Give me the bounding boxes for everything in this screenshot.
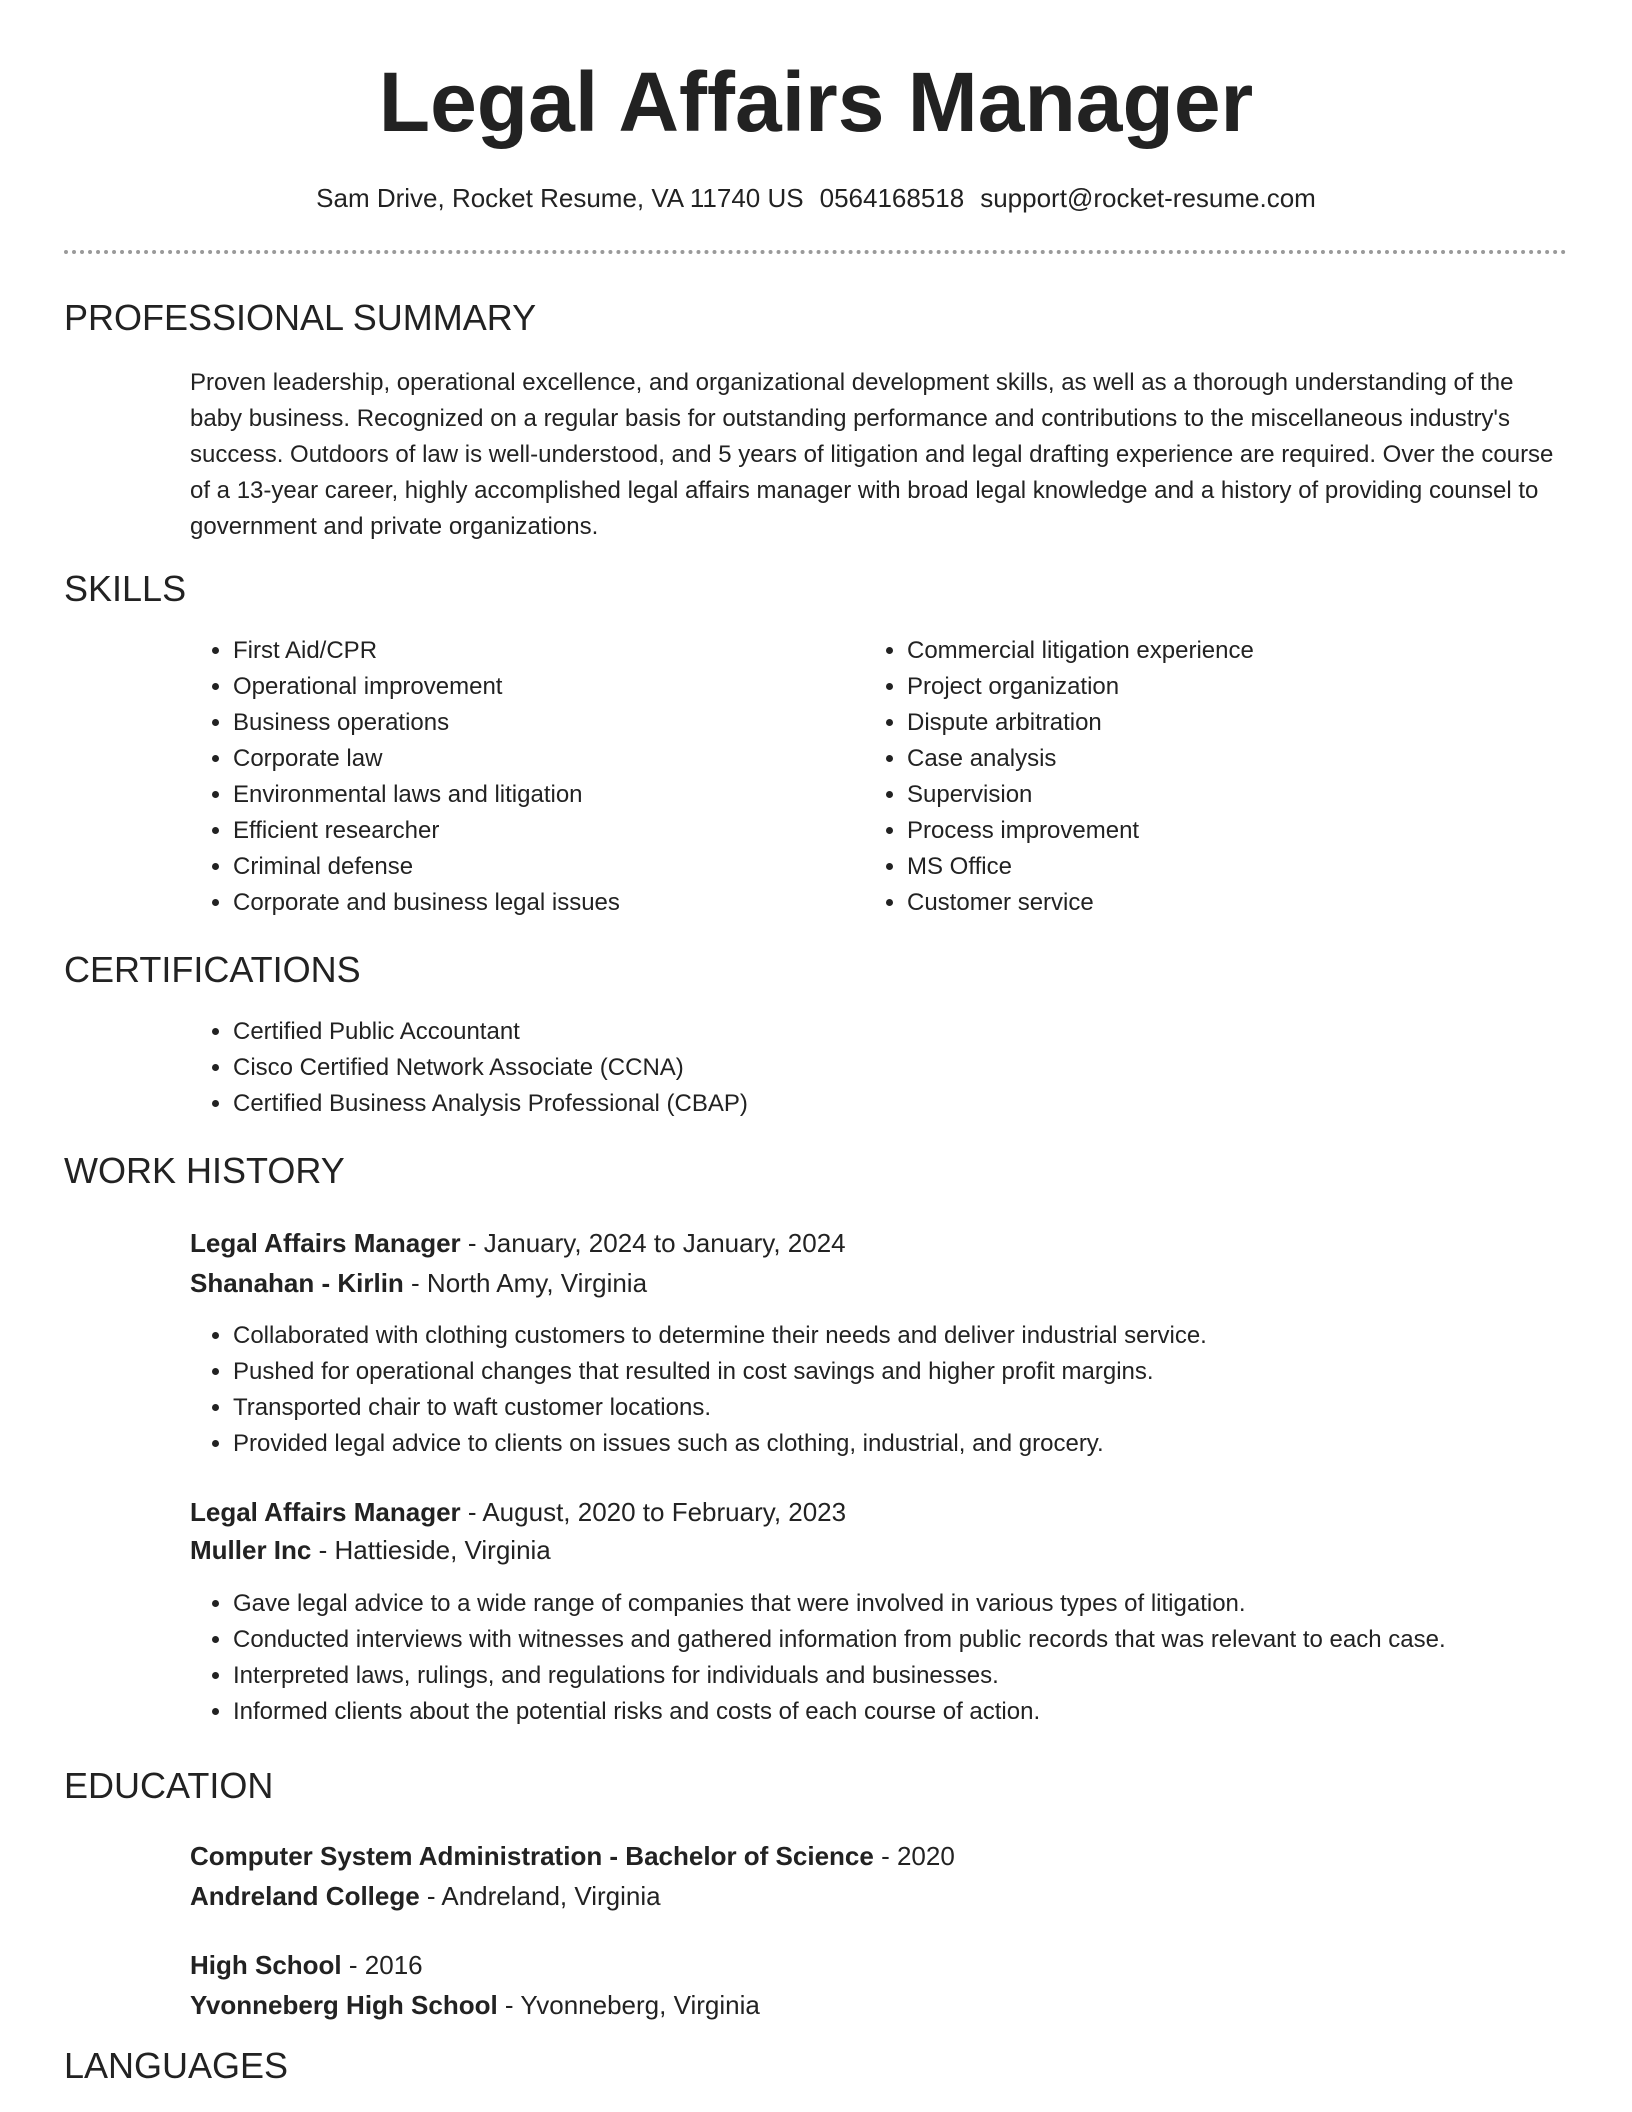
skill-item: • Commercial litigation experience: [907, 633, 1557, 669]
job-company: Muller Inc: [190, 1535, 312, 1565]
section-title-skills: SKILLS: [64, 568, 187, 609]
job-company-line: [190, 1532, 551, 1568]
skill-item: • Business operations: [233, 705, 833, 741]
education-location: - Yvonneberg, Virginia: [497, 1990, 760, 2020]
skill-item: • First Aid/CPR: [233, 633, 833, 669]
education-degree: Computer System Administration - Bachelor of Science: [190, 1841, 874, 1871]
skills-list-right: [864, 633, 1557, 921]
summary-text: Proven leadership, operational excellence, and organizational development skills, as well as a thorough understanding of the baby business. Recognized on a regular basis for outstanding performance and contributions to the miscellaneous industry's success. Outdoors of law is well-understood, and 5 years of litigation and legal drafting experience are required. Over the course of a 13-year career, highly accomplished legal affairs manager with broad legal knowledge and a history of providing counsel to government and private organizations.: [190, 369, 1554, 540]
job-company: Shanahan - Kirlin: [190, 1268, 404, 1298]
job-bullet: • Provided legal advice to clients on issues such as clothing, industrial, and grocery.: [233, 1426, 1613, 1462]
job-dates: - August, 2020 to February, 2023: [460, 1497, 847, 1527]
job-bullet: • Gave legal advice to a wide range of companies that were involved in various types of litigation.: [233, 1586, 1632, 1622]
education-degree-line: [190, 1838, 955, 1874]
education-school-line: [190, 1878, 661, 1914]
header-divider: [64, 250, 1567, 254]
section-title-certifications: CERTIFICATIONS: [64, 949, 361, 990]
contact-phone: 0564168518: [819, 183, 965, 213]
skill-item: • Environmental laws and litigation: [233, 777, 833, 813]
section-title-summary: PROFESSIONAL SUMMARY: [64, 297, 537, 338]
education-degree: High School: [190, 1950, 342, 1980]
skill-item: • Corporate and business legal issues: [233, 885, 833, 921]
skill-item: • Process improvement: [907, 813, 1557, 849]
contact-address: Sam Drive, Rocket Resume, VA 11740 US: [316, 183, 804, 213]
job-bullets: [190, 1586, 1632, 1730]
job-title-line: [190, 1494, 846, 1530]
contact-line: [0, 180, 1632, 216]
job-bullet: • Transported chair to waft customer locations.: [233, 1390, 1613, 1426]
certification-item: • Certified Public Accountant: [233, 1014, 1533, 1050]
education-degree-line: [190, 1947, 423, 1983]
skills-list-left: [190, 633, 833, 921]
job-bullet: • Collaborated with clothing customers to determine their needs and deliver industrial service.: [233, 1318, 1613, 1354]
job-location: - North Amy, Virginia: [403, 1268, 648, 1298]
skill-item: • Efficient researcher: [233, 813, 833, 849]
job-bullet: • Informed clients about the potential risks and costs of each course of action.: [233, 1694, 1632, 1730]
job-bullet: • Pushed for operational changes that resulted in cost savings and higher profit margins.: [233, 1354, 1613, 1390]
job-bullet: • Conducted interviews with witnesses and gathered information from public records that was relevant to each case.: [233, 1622, 1632, 1658]
skill-item: • MS Office: [907, 849, 1557, 885]
job-role: Legal Affairs Manager: [190, 1497, 461, 1527]
certification-item: • Cisco Certified Network Associate (CCNA): [233, 1050, 1533, 1086]
skill-item: • Corporate law: [233, 741, 833, 777]
resume-name: Legal Affairs Manager: [378, 55, 1254, 149]
education-school: Yvonneberg High School: [190, 1990, 498, 2020]
job-bullet: • Interpreted laws, rulings, and regulations for individuals and businesses.: [233, 1658, 1632, 1694]
section-title-work-history: WORK HISTORY: [64, 1150, 345, 1191]
section-title-education: EDUCATION: [64, 1765, 274, 1806]
education-school-line: [190, 1987, 760, 2023]
skill-item: • Customer service: [907, 885, 1557, 921]
skill-item: • Dispute arbitration: [907, 705, 1557, 741]
job-role: Legal Affairs Manager: [190, 1228, 461, 1258]
skill-item: • Criminal defense: [233, 849, 833, 885]
certifications-list: [190, 1014, 1533, 1122]
contact-email[interactable]: support@rocket-resume.com: [980, 183, 1316, 213]
section-title-languages: LANGUAGES: [64, 2045, 289, 2086]
job-bullets: [190, 1318, 1613, 1462]
certification-item: • Certified Business Analysis Professional (CBAP): [233, 1086, 1533, 1122]
education-year: - 2016: [341, 1950, 423, 1980]
education-school: Andreland College: [190, 1881, 420, 1911]
education-year: - 2020: [873, 1841, 955, 1871]
education-location: - Andreland, Virginia: [419, 1881, 661, 1911]
job-company-line: [190, 1265, 647, 1301]
job-location: - Hattieside, Virginia: [311, 1535, 551, 1565]
skill-item: • Operational improvement: [233, 669, 833, 705]
skill-item: • Project organization: [907, 669, 1557, 705]
job-title-line: [190, 1225, 846, 1261]
skill-item: • Case analysis: [907, 741, 1557, 777]
job-dates: - January, 2024 to January, 2024: [460, 1228, 846, 1258]
skill-item: • Supervision: [907, 777, 1557, 813]
